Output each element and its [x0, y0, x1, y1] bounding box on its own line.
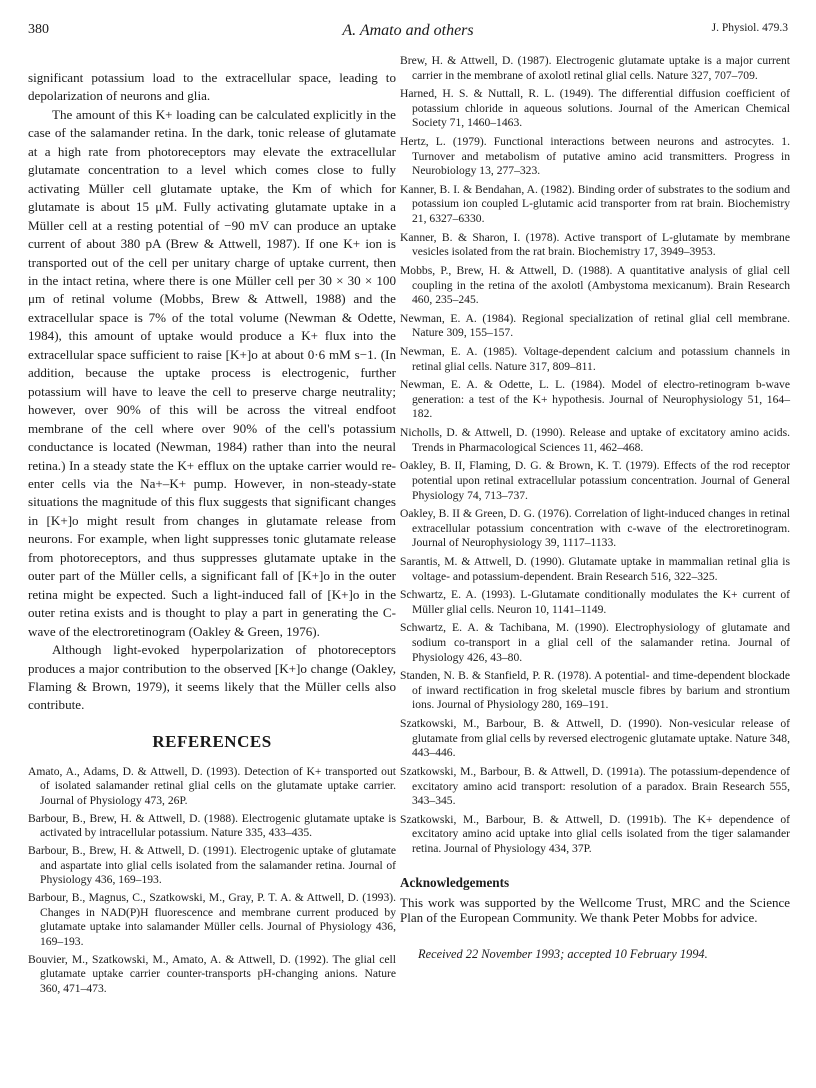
reference-item: Barbour, B., Magnus, C., Szatkowski, M., Gray, P. T. A. & Attwell, D. (1993). Changes in NAD(P)H fluorescence and membrane current produced by glutamate uptake into salamander Müller cells. Journal of Physiology 436, 169–193.: [28, 891, 396, 948]
reference-item: Newman, E. A. (1984). Regional specialization of retinal glial cell membrane. Nature 309, 155–157.: [400, 311, 790, 340]
body-paragraph-3: Although light-evoked hyperpolarization of photoreceptors produces a major contribution to the observed [K+]o change (Oakley, Flaming & Brown, 1979), it seems likely that the Müller cells also contribute.: [28, 642, 396, 713]
reference-item: Nicholls, D. & Attwell, D. (1990). Release and uptake of excitatory amino acids. Trends in Pharmacological Sciences 11, 462–468.: [400, 426, 790, 454]
reference-item: Szatkowski, M., Barbour, B. & Attwell, D. (1990). Non-vesicular release of glutamate from glial cells by reversed electrogenic glutamate uptake. Nature 348, 443–446.: [400, 717, 790, 760]
reference-item: Oakley, B. II, Flaming, D. G. & Brown, K. T. (1979). Effects of the rod receptor potential upon retinal extracellular potassium concentration. Journal of General Physiology 74, 713–737.: [400, 459, 790, 502]
reference-item: Kanner, B. & Sharon, I. (1978). Active transport of L-glutamate by membrane vesicles isolated from the rat brain. Biochemistry 17, 3949–3953.: [400, 230, 790, 259]
reference-item: Oakley, B. II & Green, D. G. (1976). Correlation of light-induced changes in retinal extracellular potassium concentration with c-wave of the electroretinogram. Journal of Neurophysiology 39, 1117–1133.: [400, 507, 790, 550]
acknowledgements-text: This work was supported by the Wellcome Trust, MRC and the Science Plan of the European Community. We thank Peter Mobbs for advice.: [400, 894, 790, 925]
received-dates: Received 22 November 1993; accepted 10 February 1994.: [418, 947, 708, 962]
references-heading: REFERENCES: [152, 731, 272, 751]
reference-item: Sarantis, M. & Attwell, D. (1990). Glutamate uptake in mammalian retinal glia is voltage- and potassium-dependent. Brain Research 516, 322–325.: [400, 554, 790, 583]
reference-item: Brew, H. & Attwell, D. (1987). Electrogenic glutamate uptake is a major current carrier in the membrane of axolotl retinal glial cells. Nature 327, 707–709.: [400, 54, 790, 82]
references-list-left: [28, 765, 396, 997]
acknowledgements-heading: Acknowledgements: [400, 874, 510, 890]
page-header: [28, 22, 788, 44]
reference-item: Szatkowski, M., Barbour, B. & Attwell, D. (1991b). The K+ dependence of excitatory amino acid uptake into glial cells isolated from the tiger salamander retina. Journal of Physiology 434, 37P.: [400, 812, 790, 855]
reference-item: Harned, H. S. & Nuttall, R. L. (1949). The differential diffusion coefficient of potassium chloride in aqueous solutions. Journal of the American Chemical Society 71, 1460–1463.: [400, 87, 790, 130]
reference-item: Amato, A., Adams, D. & Attwell, D. (1993). Detection of K+ transported out of isolated salamander retinal glial cells on the glutamate uptake carrier. Journal of Physiology 473, 26P.: [28, 764, 396, 808]
left-column: [28, 69, 396, 1000]
reference-item: Mobbs, P., Brew, H. & Attwell, D. (1988). A quantitative analysis of glial cell coupling in the retina of the axolotl (Ambystoma mexicanum). Brain Research 460, 235–245.: [400, 263, 790, 307]
body-paragraph-1: significant potassium load to the extracellular space, leading to depolarization of neurons and glia.: [28, 70, 396, 104]
reference-item: Newman, E. A. & Odette, L. L. (1984). Model of electro-retinogram b-wave generation: a test of the K+ hypothesis. Journal of Neurophysiology 51, 164–182.: [400, 378, 790, 421]
right-column: [400, 54, 790, 962]
reference-item: Newman, E. A. (1985). Voltage-dependent calcium and potassium channels in retinal glial cells. Nature 317, 809–811.: [400, 345, 790, 373]
reference-item: Kanner, B. I. & Bendahan, A. (1982). Binding order of substrates to the sodium and potassium ion coupled L-glutamic acid transporter from rat brain. Biochemistry 21, 6327–6330.: [400, 182, 790, 226]
reference-item: Schwartz, E. A. (1993). L-Glutamate conditionally modulates the K+ current of Müller glial cells. Neuron 10, 1141–1149.: [400, 588, 790, 616]
reference-item: Bouvier, M., Szatkowski, M., Amato, A. & Attwell, D. (1992). The glial cell glutamate uptake carrier counter-transports pH-changing anions. Nature 360, 471–473.: [28, 952, 396, 995]
running-title: A. Amato and others: [342, 22, 474, 39]
reference-item: Hertz, L. (1979). Functional interactions between neurons and astrocytes. 1. Turnover and metabolism of putative amino acid transmitters. Progress in Neurobiology 13, 277–323.: [400, 135, 790, 178]
page-number: 380: [28, 22, 49, 37]
journal-citation: J. Physiol. 479.3: [711, 22, 788, 34]
reference-item: Barbour, B., Brew, H. & Attwell, D. (1991). Electrogenic uptake of glutamate and aspartate into glial cells isolated from the salamander retina. Journal of Physiology 436, 169–193.: [28, 844, 396, 887]
reference-item: Barbour, B., Brew, H. & Attwell, D. (1988). Electrogenic glutamate uptake is activated by intracellular potassium. Nature 335, 433–435.: [28, 811, 396, 840]
reference-item: Szatkowski, M., Barbour, B. & Attwell, D. (1991a). The potassium-dependence of excitatory amino acid transport: resolution of a paradox. Brain Research 555, 343–345.: [400, 764, 790, 808]
reference-item: Standen, N. B. & Stanfield, P. R. (1978). A potential- and time-dependent blockade of inward rectification in frog skeletal muscle fibres by barium and strontium ions. Journal of Physiology 280, 169–191.: [400, 669, 790, 712]
body-paragraph-2: The amount of this K+ loading can be calculated explicitly in the case of the salamander retina. In the dark, tonic release of glutamate at a high rate from photoreceptors may elevate the extracellular glutamate concentration to a level which comes close to fully activating Müller cell glutamate uptake, the Km of which for glutamate is about 15 μM. Fully activating glutamate uptake in a Müller cell at a resting potential of −90 mV can produce an uptake current of about 380 pA (Brew & Attwell, 1987). If one K+ ion is transported out of the cell per unitary charge of uptake current, then in the intact retina, where there is one Müller cell per 30 × 30 × 100 μm of retinal volume (Mobbs, Brew & Attwell, 1988) and the extracellular space is 7% of the total volume (Newman & Odette, 1984), this amount of uptake would produce a K+ flux into the extracellular space sufficient to raise [K+]o at about 0·6 mM s−1. (In addition, because the uptake process is electrogenic, further potassium will have to leave the cell to preserve charge neutrality; however, over 90% of this will be across the vitreal endfoot membrane of the cell where over 90% of the cell's potassium conductance is located (Newman, 1984) rather than into the neural retina.) In a steady state the K+ efflux on the uptake carrier would re-enter cells via the Na+–K+ pump. However, in non-steady-state situations the magnitude of this flux suggests that significant changes in [K+]o might result from changes in glutamate release from neurons. For example, when light suppresses tonic glutamate release from photoreceptors, and thus suppresses glutamate uptake in the outer part of the Müller cells, a significant fall of [K+]o in the outer retina might be expected. Such a light-induced fall of [K+]o in the outer retina exists and is thought to play a part in generating the C-wave of the electroretinogram (Oakley & Green, 1976).: [28, 106, 396, 639]
references-list-right: [400, 54, 790, 857]
reference-item: Schwartz, E. A. & Tachibana, M. (1990). Electrophysiology of glutamate and sodium co-transport in a glial cell of the salamander retina. Journal of Physiology 426, 43–80.: [400, 621, 790, 664]
